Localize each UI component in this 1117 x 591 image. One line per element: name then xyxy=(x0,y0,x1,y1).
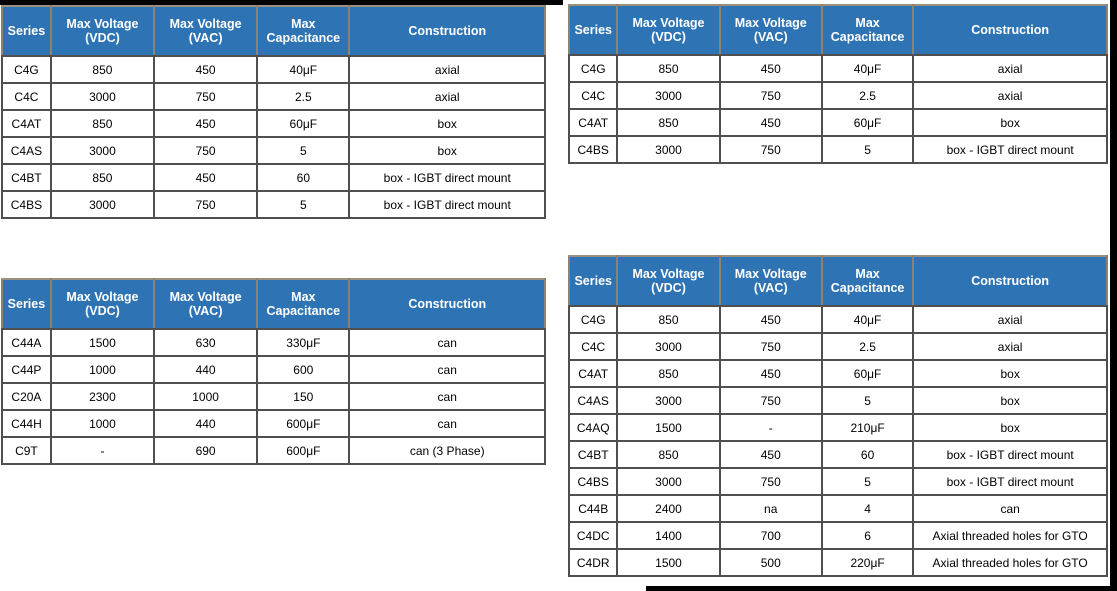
table-row xyxy=(2,437,545,464)
max-voltage-vdc-cell: 3000 xyxy=(617,82,719,109)
max-capacitance-cell: 40μF xyxy=(822,306,913,333)
series-cell: C4G xyxy=(2,56,51,83)
construction-cell: can xyxy=(349,329,545,356)
construction-cell: box - IGBT direct mount xyxy=(349,164,545,191)
table-row xyxy=(569,522,1107,549)
construction-cell: axial xyxy=(913,333,1107,360)
table-row xyxy=(569,387,1107,414)
max-capacitance-cell: 60 xyxy=(822,441,913,468)
table-row xyxy=(2,329,545,356)
max-voltage-vac-cell: 700 xyxy=(720,522,822,549)
max-voltage-vac-cell: 750 xyxy=(154,137,257,164)
max-capacitance-cell: 4 xyxy=(822,495,913,522)
construction-cell: box - IGBT direct mount xyxy=(913,136,1107,163)
series-cell: C44P xyxy=(2,356,51,383)
table-row xyxy=(569,82,1107,109)
table-row xyxy=(569,333,1107,360)
max-voltage-vdc-cell: 1500 xyxy=(617,414,719,441)
column-header-max-capacitance: Max Capacitance xyxy=(257,279,349,329)
table-row xyxy=(2,356,545,383)
max-voltage-vac-cell: 450 xyxy=(154,110,257,137)
construction-cell: box - IGBT direct mount xyxy=(913,441,1107,468)
max-voltage-vdc-cell: 2300 xyxy=(51,383,154,410)
table-row xyxy=(2,137,545,164)
max-voltage-vac-cell: 750 xyxy=(154,83,257,110)
max-voltage-vac-cell: 500 xyxy=(720,549,822,576)
max-voltage-vdc-cell: 850 xyxy=(617,109,719,136)
header-row xyxy=(2,6,545,56)
construction-cell: Axial threaded holes for GTO xyxy=(913,522,1107,549)
max-capacitance-cell: 330μF xyxy=(257,329,349,356)
max-voltage-vac-cell: 440 xyxy=(154,410,257,437)
max-capacitance-cell: 5 xyxy=(822,136,913,163)
max-capacitance-cell: 60μF xyxy=(822,109,913,136)
series-cell: C4AS xyxy=(2,137,51,164)
construction-cell: can xyxy=(913,495,1107,522)
construction-cell: box xyxy=(913,360,1107,387)
max-voltage-vdc-cell: 3000 xyxy=(617,468,719,495)
max-voltage-vdc-cell: 850 xyxy=(617,306,719,333)
max-voltage-vac-cell: 450 xyxy=(720,109,822,136)
table-row xyxy=(2,383,545,410)
column-header-max-voltage-vdc: Max Voltage (VDC) xyxy=(51,279,154,329)
max-voltage-vac-cell: 450 xyxy=(154,56,257,83)
capacitor-table-bottom-right xyxy=(568,255,1108,577)
max-capacitance-cell: 150 xyxy=(257,383,349,410)
header-row xyxy=(2,279,545,329)
table-row xyxy=(569,495,1107,522)
max-voltage-vdc-cell: 850 xyxy=(51,110,154,137)
construction-cell: box xyxy=(349,137,545,164)
scan-artifact-bottom-bar xyxy=(646,586,1117,591)
construction-cell: axial xyxy=(349,83,545,110)
scan-artifact-right-bar xyxy=(1110,0,1117,591)
series-cell: C9T xyxy=(2,437,51,464)
capacitor-table-top-left xyxy=(1,5,546,219)
max-voltage-vac-cell: 450 xyxy=(720,360,822,387)
construction-cell: can xyxy=(349,383,545,410)
table-row xyxy=(2,164,545,191)
construction-cell: can xyxy=(349,410,545,437)
table-row xyxy=(2,410,545,437)
max-capacitance-cell: 600μF xyxy=(257,437,349,464)
series-cell: C44B xyxy=(569,495,617,522)
construction-cell: Axial threaded holes for GTO xyxy=(913,549,1107,576)
capacitor-table-bottom-left xyxy=(1,278,546,465)
max-voltage-vdc-cell: 1000 xyxy=(51,410,154,437)
max-voltage-vdc-cell: 850 xyxy=(51,164,154,191)
max-capacitance-cell: 210μF xyxy=(822,414,913,441)
max-capacitance-cell: 6 xyxy=(822,522,913,549)
max-voltage-vac-cell: 750 xyxy=(720,82,822,109)
max-voltage-vac-cell: 750 xyxy=(720,136,822,163)
max-voltage-vdc-cell: 3000 xyxy=(617,333,719,360)
max-voltage-vac-cell: 750 xyxy=(720,387,822,414)
table-row xyxy=(2,56,545,83)
max-voltage-vac-cell: 450 xyxy=(720,55,822,82)
series-cell: C4AQ xyxy=(569,414,617,441)
max-capacitance-cell: 60μF xyxy=(257,110,349,137)
column-header-max-voltage-vac: Max Voltage (VAC) xyxy=(154,279,257,329)
max-capacitance-cell: 5 xyxy=(257,137,349,164)
series-cell: C4DR xyxy=(569,549,617,576)
series-cell: C4C xyxy=(2,83,51,110)
max-voltage-vdc-cell: 3000 xyxy=(617,136,719,163)
table-row xyxy=(569,136,1107,163)
max-voltage-vac-cell: 750 xyxy=(720,468,822,495)
series-cell: C4BT xyxy=(569,441,617,468)
table-row xyxy=(569,414,1107,441)
column-header-max-voltage-vdc: Max Voltage (VDC) xyxy=(51,6,154,56)
max-capacitance-cell: 5 xyxy=(257,191,349,218)
column-header-series: Series xyxy=(2,6,51,56)
series-cell: C44A xyxy=(2,329,51,356)
column-header-max-capacitance: Max Capacitance xyxy=(822,5,913,55)
max-voltage-vdc-cell: - xyxy=(51,437,154,464)
max-capacitance-cell: 40μF xyxy=(822,55,913,82)
max-capacitance-cell: 5 xyxy=(822,468,913,495)
header-row xyxy=(569,5,1107,55)
max-voltage-vdc-cell: 850 xyxy=(617,441,719,468)
construction-cell: axial xyxy=(913,55,1107,82)
series-cell: C4BT xyxy=(2,164,51,191)
column-header-max-voltage-vdc: Max Voltage (VDC) xyxy=(617,5,719,55)
max-capacitance-cell: 2.5 xyxy=(822,82,913,109)
construction-cell: can (3 Phase) xyxy=(349,437,545,464)
construction-cell: axial xyxy=(913,306,1107,333)
construction-cell: box xyxy=(349,110,545,137)
construction-cell: box - IGBT direct mount xyxy=(913,468,1107,495)
column-header-series: Series xyxy=(569,5,617,55)
series-cell: C4DC xyxy=(569,522,617,549)
series-cell: C4G xyxy=(569,55,617,82)
table-row xyxy=(2,83,545,110)
max-voltage-vac-cell: 450 xyxy=(720,306,822,333)
construction-cell: box - IGBT direct mount xyxy=(349,191,545,218)
column-header-max-voltage-vdc: Max Voltage (VDC) xyxy=(617,256,719,306)
column-header-max-voltage-vac: Max Voltage (VAC) xyxy=(720,256,822,306)
construction-cell: axial xyxy=(913,82,1107,109)
series-cell: C44H xyxy=(2,410,51,437)
max-voltage-vdc-cell: 1500 xyxy=(51,329,154,356)
series-cell: C20A xyxy=(2,383,51,410)
max-voltage-vdc-cell: 3000 xyxy=(51,137,154,164)
column-header-construction: Construction xyxy=(913,5,1107,55)
series-cell: C4AT xyxy=(569,109,617,136)
column-header-max-capacitance: Max Capacitance xyxy=(822,256,913,306)
max-voltage-vac-cell: 750 xyxy=(720,333,822,360)
series-cell: C4AT xyxy=(569,360,617,387)
max-capacitance-cell: 2.5 xyxy=(822,333,913,360)
max-voltage-vdc-cell: 850 xyxy=(617,360,719,387)
series-cell: C4C xyxy=(569,82,617,109)
series-cell: C4G xyxy=(569,306,617,333)
series-cell: C4BS xyxy=(569,468,617,495)
max-voltage-vdc-cell: 1400 xyxy=(617,522,719,549)
table-row xyxy=(2,191,545,218)
table-row xyxy=(569,55,1107,82)
max-voltage-vac-cell: na xyxy=(720,495,822,522)
max-voltage-vac-cell: 690 xyxy=(154,437,257,464)
table-row xyxy=(2,110,545,137)
series-cell: C4BS xyxy=(569,136,617,163)
construction-cell: can xyxy=(349,356,545,383)
max-capacitance-cell: 60μF xyxy=(822,360,913,387)
column-header-max-voltage-vac: Max Voltage (VAC) xyxy=(154,6,257,56)
max-capacitance-cell: 220μF xyxy=(822,549,913,576)
max-voltage-vdc-cell: 850 xyxy=(617,55,719,82)
max-voltage-vdc-cell: 2400 xyxy=(617,495,719,522)
column-header-construction: Construction xyxy=(349,279,545,329)
max-capacitance-cell: 60 xyxy=(257,164,349,191)
construction-cell: box xyxy=(913,414,1107,441)
construction-cell: box xyxy=(913,387,1107,414)
max-capacitance-cell: 40μF xyxy=(257,56,349,83)
table-row xyxy=(569,441,1107,468)
max-voltage-vac-cell: 630 xyxy=(154,329,257,356)
max-voltage-vdc-cell: 3000 xyxy=(617,387,719,414)
series-cell: C4BS xyxy=(2,191,51,218)
max-capacitance-cell: 5 xyxy=(822,387,913,414)
max-voltage-vac-cell: 1000 xyxy=(154,383,257,410)
table-row xyxy=(569,360,1107,387)
table-row xyxy=(569,306,1107,333)
table-row xyxy=(569,549,1107,576)
max-voltage-vdc-cell: 1500 xyxy=(617,549,719,576)
max-voltage-vdc-cell: 850 xyxy=(51,56,154,83)
column-header-construction: Construction xyxy=(913,256,1107,306)
series-cell: C4AT xyxy=(2,110,51,137)
table-row xyxy=(569,468,1107,495)
column-header-series: Series xyxy=(569,256,617,306)
capacitor-table-top-right xyxy=(568,4,1108,164)
max-capacitance-cell: 2.5 xyxy=(257,83,349,110)
max-voltage-vdc-cell: 3000 xyxy=(51,191,154,218)
max-voltage-vac-cell: 450 xyxy=(720,441,822,468)
max-voltage-vac-cell: - xyxy=(720,414,822,441)
column-header-series: Series xyxy=(2,279,51,329)
column-header-max-voltage-vac: Max Voltage (VAC) xyxy=(720,5,822,55)
max-voltage-vdc-cell: 3000 xyxy=(51,83,154,110)
max-voltage-vdc-cell: 1000 xyxy=(51,356,154,383)
max-capacitance-cell: 600μF xyxy=(257,410,349,437)
column-header-max-capacitance: Max Capacitance xyxy=(257,6,349,56)
series-cell: C4C xyxy=(569,333,617,360)
max-voltage-vac-cell: 450 xyxy=(154,164,257,191)
construction-cell: box xyxy=(913,109,1107,136)
max-voltage-vac-cell: 440 xyxy=(154,356,257,383)
max-capacitance-cell: 600 xyxy=(257,356,349,383)
table-row xyxy=(569,109,1107,136)
column-header-construction: Construction xyxy=(349,6,545,56)
header-row xyxy=(569,256,1107,306)
construction-cell: axial xyxy=(349,56,545,83)
max-voltage-vac-cell: 750 xyxy=(154,191,257,218)
series-cell: C4AS xyxy=(569,387,617,414)
